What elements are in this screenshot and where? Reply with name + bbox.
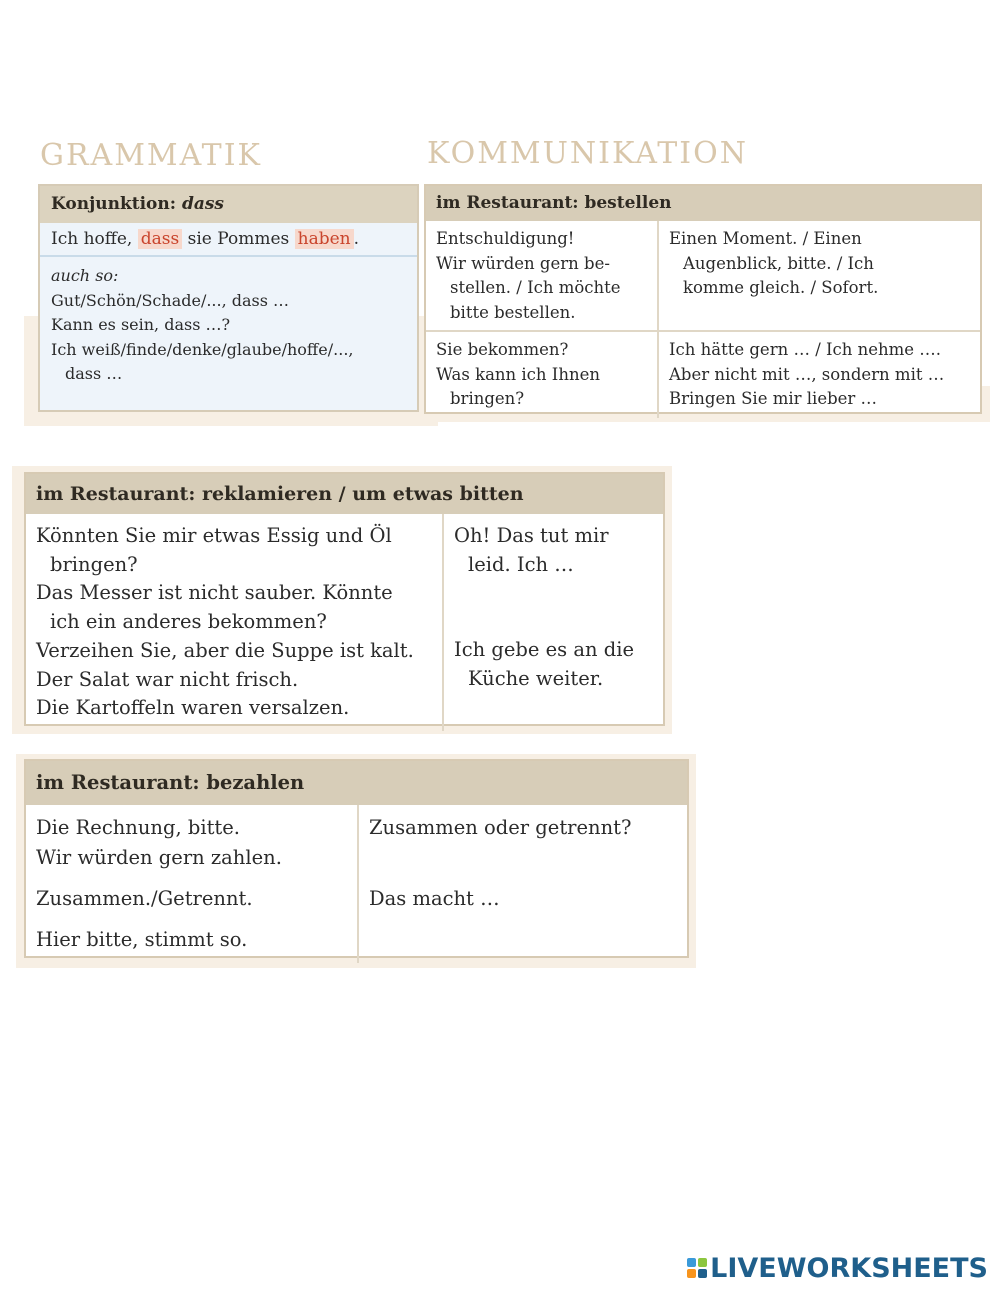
liveworksheets-logo-text: LIVEWORKSHEETS [710,1252,988,1284]
reklamieren-cell-right [442,514,663,731]
grammar-box [38,184,419,412]
grammar-line: Ich weiß/finde/denke/glaube/hoffe/..., [51,339,354,359]
bezahlen-box [24,759,689,958]
phrase: Oh! Das tut mir [454,524,609,547]
phrase: komme gleich. / Sofort. [683,278,879,297]
phrase: Die Rechnung, bitte. [36,816,240,839]
phrase: leid. Ich … [468,552,574,576]
reklamieren-table [26,514,663,724]
example-part2: sie Pommes [187,229,295,249]
phrase: bitte bestellen. [450,302,576,322]
spacer [36,914,347,925]
auch-so-label: auch so: [51,266,119,285]
example-highlight-dass: dass [138,229,182,249]
phrase: Hier bitte, stimmt so. [36,928,248,951]
liveworksheets-logo-icon [687,1258,707,1278]
bestellen-box [424,184,982,414]
grammar-line: Gut/Schön/Schade/..., dass … [51,290,290,310]
bestellen-title: im Restaurant: bestellen [426,186,980,221]
reklamieren-cell-left [26,514,442,731]
logo-square [698,1269,707,1278]
phrase: Was kann ich Ihnen [436,364,600,384]
grammar-title-prefix: Konjunktion: [51,194,182,214]
phrase: Aber nicht mit …, sondern mit … [669,364,945,384]
bezahlen-cell-right [357,805,687,963]
grammar-body [40,257,417,394]
phrase: Sie bekommen? [436,340,569,359]
phrase: Zusammen oder getrennt? [369,816,632,839]
example-highlight-haben: haben [295,229,354,249]
phrase: Das Messer ist nicht sauber. Könnte [36,581,393,605]
phrase: Wir würden gern zahlen. [36,846,282,869]
phrase: Wir würden gern be- [436,253,610,273]
bezahlen-title: im Restaurant: bezahlen [26,761,687,805]
phrase: ich ein anderes bekommen? [50,610,327,634]
bestellen-cell [657,221,980,330]
bezahlen-cell-left [26,805,357,963]
bestellen-table [426,221,980,418]
bestellen-cell [426,330,657,418]
grammar-line: dass … [65,364,123,383]
example-part1: Ich hoffe, [51,229,138,249]
example-part3: . [353,229,360,249]
bezahlen-table [26,805,687,956]
spacer [36,873,347,884]
reklamieren-box [24,472,665,726]
phrase: Bringen Sie mir lieber … [669,389,878,408]
phrase: Entschuldigung! [436,229,575,248]
grammar-title [40,186,417,223]
grammar-example [40,223,417,257]
spacer [454,579,653,636]
phrase: Könnten Sie mir etwas Essig und Öl [36,524,392,547]
phrase: Die Kartoffeln waren versalzen. [36,696,350,720]
phrase: stellen. / Ich möchte [450,278,621,297]
grammatik-heading: GRAMMATIK [40,138,262,173]
phrase: Einen Moment. / Einen [669,229,862,248]
phrase: Ich hätte gern … / Ich nehme …. [669,340,942,359]
spacer [369,843,677,884]
grammar-title-word: dass [181,194,224,214]
grammar-line: Kann es sein, dass …? [51,315,231,334]
phrase: Ich gebe es an die [454,638,635,662]
bestellen-cell [426,221,657,330]
reklamieren-title: im Restaurant: reklamieren / um etwas bitten [26,474,663,514]
phrase: Das macht … [369,887,500,910]
phrase: Augenblick, bitte. / Ich [683,253,874,273]
liveworksheets-logo[interactable] [687,1253,988,1283]
logo-square [687,1269,696,1278]
logo-square [687,1258,696,1267]
bestellen-cell [657,330,980,418]
phrase: Küche weiter. [468,667,604,691]
phrase: Zusammen./Getrennt. [36,887,253,910]
phrase: Der Salat war nicht frisch. [36,667,299,691]
phrase: bringen? [450,389,525,408]
phrase: bringen? [50,552,138,576]
kommunikation-heading: KOMMUNIKATION [427,136,748,171]
phrase: Verzeihen Sie, aber die Suppe ist kalt. [36,638,414,662]
logo-square [698,1258,707,1267]
